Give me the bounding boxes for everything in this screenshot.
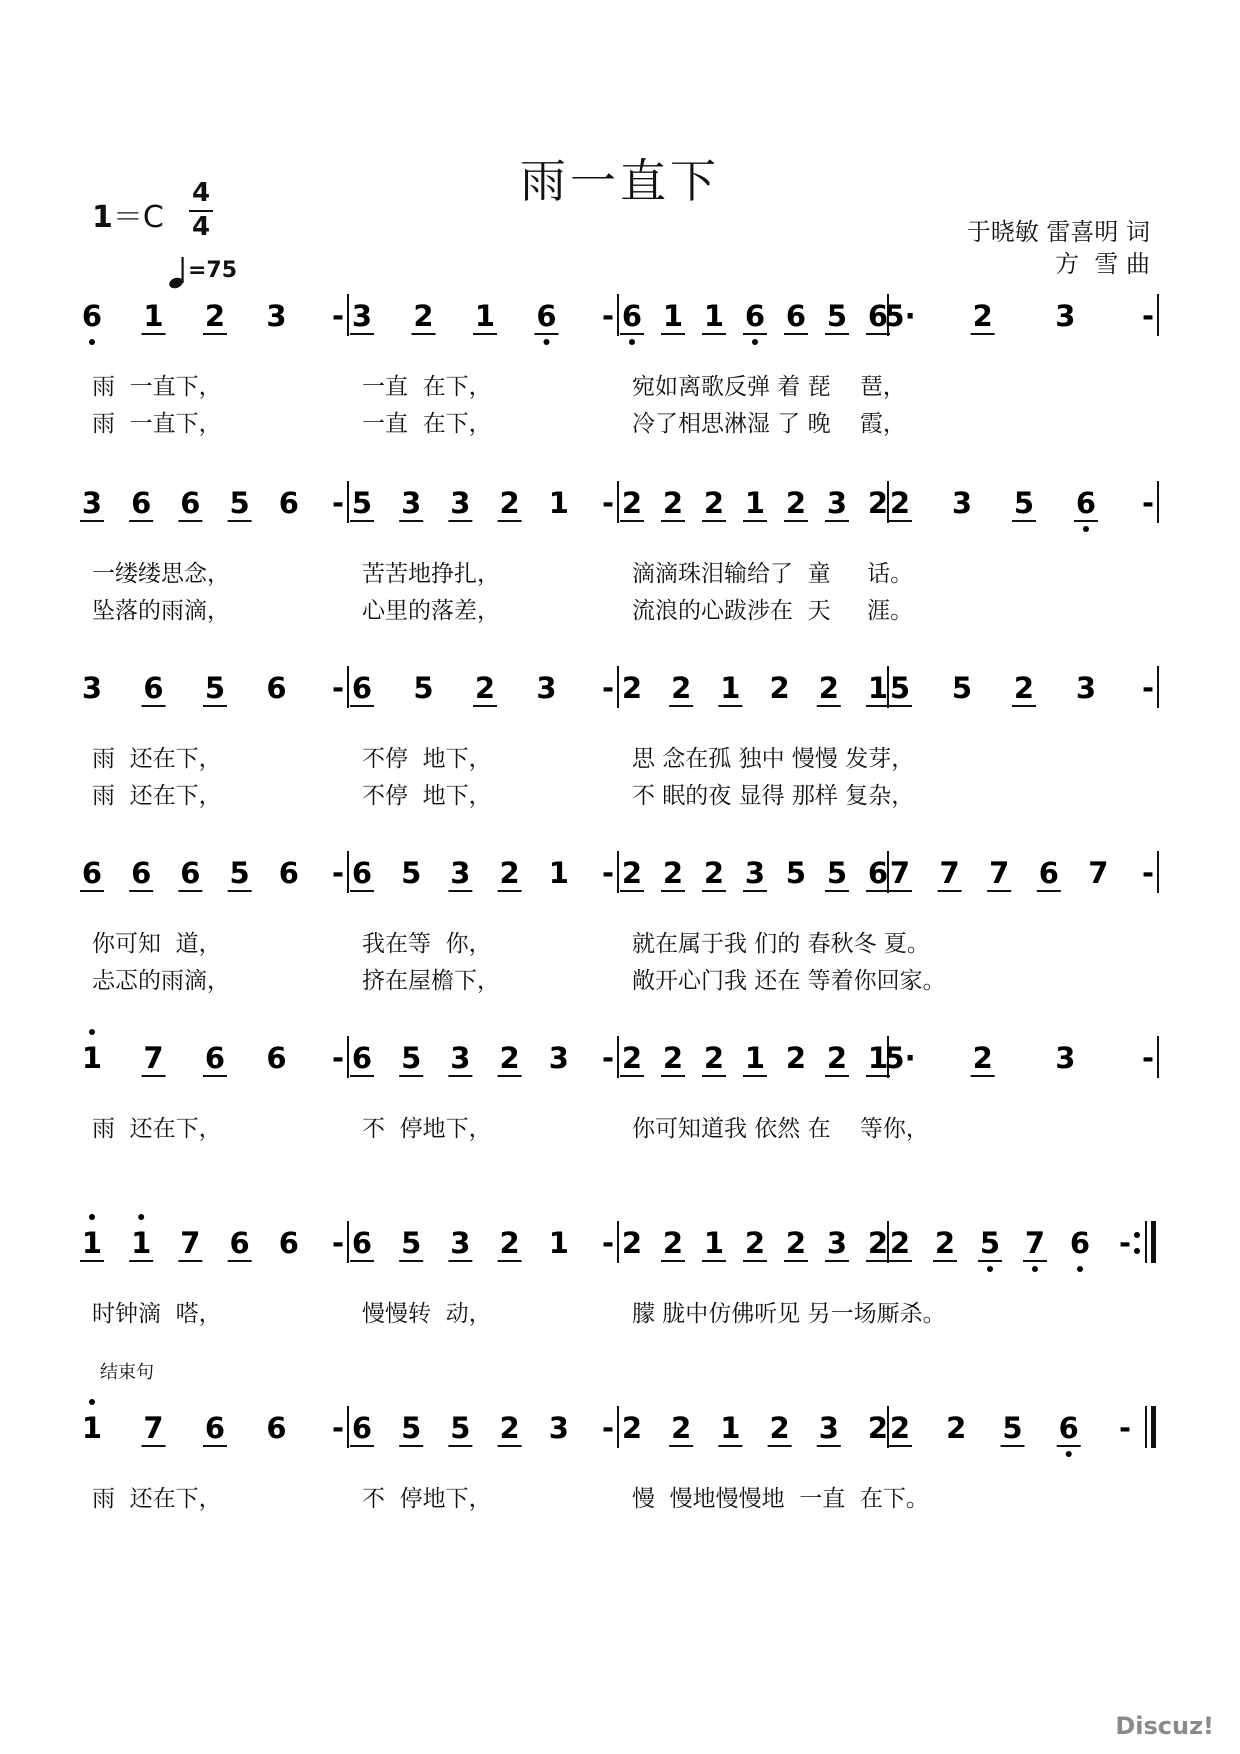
note: 6 [351,1411,373,1445]
note: 3 [81,486,103,520]
note: 7 [143,1411,164,1445]
note: 2 [818,671,839,705]
note: 1 [548,856,569,890]
song-title: 雨一直下 [520,154,720,208]
note: - [1118,1411,1132,1445]
note: 5· [884,1041,916,1075]
note: 6 [867,299,889,333]
lyric-line: 宛如离歌反弹 着 琵 琶， [632,374,906,400]
note: 6 [621,299,643,333]
note: 5 [826,299,848,333]
note: 2 [621,671,643,705]
note: - [601,1041,615,1075]
note: 2 [867,486,889,520]
note: 3 [548,1411,569,1445]
note: 3 [450,486,471,520]
note: 6 [81,299,103,333]
note: 6 [278,856,299,890]
note: 2 [621,1226,643,1260]
key-note: ＝C [112,200,164,235]
note: 1 [867,1041,889,1075]
note: 1 [744,486,766,520]
repeat-dot [1134,1232,1140,1238]
note: 5 [401,1226,422,1260]
note: 2 [703,856,725,890]
note: - [331,1226,345,1260]
note: 2 [621,1041,643,1075]
note: 6 [278,486,299,520]
tempo-value: =75 [188,258,238,283]
note: 5 [1013,486,1035,520]
note: 2 [785,1226,807,1260]
note: 6 [867,856,889,890]
lyricist-credit: 于晓敏 雷喜明 词 [966,218,1150,246]
lyric-line: 朦 胧中仿佛听见 另一场厮杀。 [632,1301,946,1327]
note: 5 [889,671,911,705]
note: 6 [1038,856,1059,890]
note: 2 [662,1041,684,1075]
note: 2 [769,1411,790,1445]
note: - [331,299,345,333]
composer-credit: 方 雪 曲 [1055,250,1150,278]
lyric-line: 思 念在孤 独中 慢慢 发芽， [632,746,915,772]
note: 1 [720,671,741,705]
note: 1 [81,1041,103,1075]
time-signature-top: 4 [191,178,211,208]
lyric-line: 心里的落差， [362,598,500,624]
lyric-line: 挤在屋檐下， [362,968,500,994]
note: 7 [939,856,960,890]
note: 2 [413,299,434,333]
lyric-line: 敞开心门我 还在 等着你回家。 [632,968,946,994]
note: - [331,671,345,705]
lyric-line: 雨 还在下， [92,1486,222,1512]
lyric-line: 雨 还在下， [92,746,222,772]
lyric-line: 不停 地下， [362,746,492,772]
note: 2 [972,1041,993,1075]
low-octave-dot [752,339,758,345]
note: - [1141,671,1155,705]
lyric-line: 一缕缕思念， [92,561,230,587]
note: 6 [204,1411,226,1445]
note: 2 [889,1411,911,1445]
note: 1 [131,1226,152,1260]
note: 2 [499,1041,520,1075]
note: 1 [548,1226,569,1260]
lyric-line: 一直 在下， [362,374,492,400]
note: 6 [536,299,557,333]
lyric-line: 慢 慢地慢慢地 一直 在下。 [632,1486,929,1512]
note: - [331,1041,345,1075]
lyric-line: 流浪的心跋涉在 天 涯。 [632,598,914,624]
lyric-line: 不停 地下， [362,783,492,809]
bar-line [1151,1221,1156,1263]
note: 2 [703,486,725,520]
note: 2 [1013,671,1035,705]
note: - [1141,299,1155,333]
note: 5 [450,1411,471,1445]
note: 3 [1055,299,1076,333]
repeat-dot [1134,1248,1140,1254]
low-octave-dot [1032,1266,1038,1272]
note: 1 [143,299,164,333]
note: 2 [662,1226,684,1260]
note: 6 [143,671,164,705]
note: 2 [972,299,993,333]
note: 3 [818,1411,839,1445]
note: 5 [229,486,250,520]
low-octave-dot [1066,1451,1072,1457]
note: 6 [131,486,152,520]
note: 3 [951,486,973,520]
note: 3 [826,486,848,520]
note: 5· [884,299,916,333]
note: 3 [548,1041,569,1075]
note: 6 [351,1226,373,1260]
note: 2 [671,1411,692,1445]
note: 7 [1088,856,1109,890]
bar-line [1151,1406,1156,1448]
ending-label: 结束句 [100,1362,154,1383]
note: 1 [744,1041,766,1075]
note: 6 [81,856,103,890]
lyric-line: 雨 还在下， [92,783,222,809]
note: 1 [867,671,889,705]
note: 1 [662,299,684,333]
note: 5 [204,671,226,705]
note: - [1141,856,1155,890]
note: 6 [266,1411,287,1445]
note: - [331,1411,345,1445]
note: 2 [621,856,643,890]
note: 3 [536,671,557,705]
note: 6 [785,299,807,333]
note: 1 [703,1226,725,1260]
note: 3 [744,856,766,890]
high-octave-dot [89,1399,95,1405]
watermark: Discuz! [1115,1712,1214,1740]
note: 6 [204,1041,226,1075]
note: 2 [889,1226,911,1260]
lyric-line: 你可知道我 依然 在 等你， [632,1116,929,1142]
note: 6 [351,856,373,890]
lyric-line: 不 停地下， [362,1486,492,1512]
note: 3 [401,486,422,520]
note: 2 [662,856,684,890]
note: 2 [499,856,520,890]
note: - [601,486,615,520]
lyric-line: 不 眠的夜 显得 那样 复杂， [632,783,915,809]
note: 3 [266,299,287,333]
lyric-line: 时钟滴 嗒， [92,1301,222,1327]
note: 2 [499,1226,520,1260]
note: 3 [450,1041,471,1075]
note: 2 [499,1411,520,1445]
note: 5 [951,671,973,705]
note: 2 [621,1411,643,1445]
note: 6 [180,486,201,520]
note: 2 [826,1041,848,1075]
high-octave-dot [138,1214,144,1220]
note: 2 [703,1041,725,1075]
note: 2 [474,671,496,705]
note: 1 [548,486,569,520]
note: 2 [946,1411,967,1445]
note: 3 [81,671,103,705]
note: 2 [889,486,911,520]
note: - [601,1226,615,1260]
note: 1 [81,1226,103,1260]
note: 5 [785,856,807,890]
note: 1 [703,299,725,333]
note: - [331,856,345,890]
note: 1 [720,1411,741,1445]
low-octave-dot [544,339,550,345]
lyric-line: 雨 还在下， [92,1116,222,1142]
lyric-line: 忐忑的雨滴， [92,968,230,994]
note: 6 [1069,1226,1091,1260]
note: 2 [671,671,692,705]
note: 6 [1075,486,1097,520]
note: 5 [826,856,848,890]
note: 5 [401,1411,422,1445]
lyric-line: 你可知 道， [92,931,222,957]
lyric-line: 就在属于我 们的 春秋冬 夏。 [632,931,930,957]
low-octave-dot [1077,1266,1083,1272]
lyric-line: 雨 一直下， [92,411,222,437]
note: 3 [1075,671,1097,705]
note: 3 [1055,1041,1076,1075]
note: 2 [769,671,790,705]
key-prefix: 1 [92,200,113,235]
note: 2 [204,299,226,333]
note: 3 [351,299,373,333]
time-signature-bottom: 4 [191,212,211,242]
note: 3 [450,1226,471,1260]
note: 5 [401,856,422,890]
note: 6 [266,1041,287,1075]
lyric-line: 我在等 你， [362,931,492,957]
note: 5 [229,856,250,890]
note: - [1118,1226,1132,1260]
note: 3 [450,856,471,890]
note: 1 [474,299,496,333]
note: 3 [826,1226,848,1260]
low-octave-dot [1083,526,1089,532]
lyric-line: 苦苦地挣扎， [362,561,500,587]
note: 2 [785,1041,807,1075]
note: 6 [1058,1411,1079,1445]
note: 5 [979,1226,1001,1260]
note: 7 [143,1041,164,1075]
note: - [1141,486,1155,520]
note: 2 [744,1226,766,1260]
note: 7 [889,856,911,890]
high-octave-dot [89,1214,95,1220]
note: 6 [351,671,373,705]
low-octave-dot [987,1266,993,1272]
note: - [331,486,345,520]
note: 7 [180,1226,201,1260]
note: 6 [744,299,766,333]
note: 5 [351,486,373,520]
note: - [601,1411,615,1445]
note: 5 [401,1041,422,1075]
note: - [601,671,615,705]
note: - [601,856,615,890]
note: 7 [1024,1226,1046,1260]
note: 5 [1002,1411,1023,1445]
lyric-line: 滴滴珠泪输给了 童 话。 [632,561,914,587]
lyric-line: 雨 一直下， [92,374,222,400]
note: 2 [662,486,684,520]
low-octave-dot [89,339,95,345]
lyric-line: 慢慢转 动， [362,1301,492,1327]
note: 6 [351,1041,373,1075]
note: 6 [266,671,287,705]
note: 6 [180,856,201,890]
lyric-line: 一直 在下， [362,411,492,437]
note: 2 [621,486,643,520]
low-octave-dot [629,339,635,345]
lyric-line: 坠落的雨滴， [92,598,230,624]
lyric-line: 不 停地下， [362,1116,492,1142]
note: 2 [867,1411,889,1445]
high-octave-dot [89,1029,95,1035]
note: 2 [867,1226,889,1260]
lyric-line: 冷了相思淋湿 了 晚 霞， [632,411,906,437]
note: - [601,299,615,333]
note: 6 [278,1226,299,1260]
note: 2 [934,1226,956,1260]
note: 6 [229,1226,250,1260]
note: 2 [499,486,520,520]
note: - [1141,1041,1155,1075]
note: 5 [413,671,434,705]
note: 1 [81,1411,103,1445]
note: 7 [989,856,1010,890]
note: 2 [785,486,807,520]
note: 6 [131,856,152,890]
